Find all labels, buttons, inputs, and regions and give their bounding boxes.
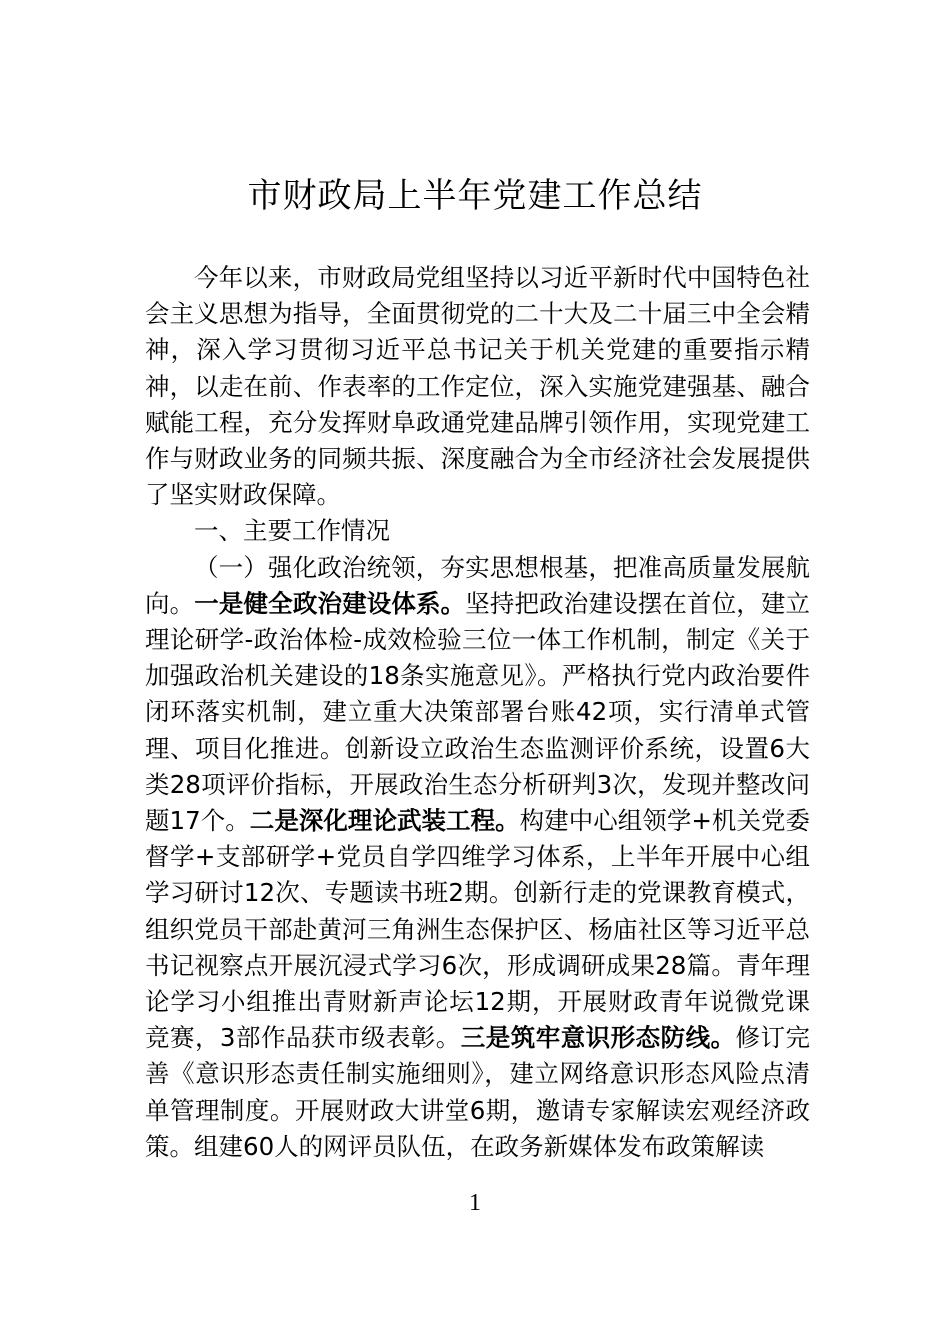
point-1-text: 坚持把政治建设摆在首位，建立理论研学-政治体检-成效检验三位一体工作机制，制定《关于加强政治机关建设的18条实施意见》。严格执行党内政治要件闭环落实机制，建立重大决策部署台账42项，实行清单式管理、项目化推进。创新设立政治生态监测评价系统，设置6大类28项评价指标，开展政治生态分析研判3次，发现并整改问题17个。 bbox=[145, 588, 811, 836]
subsection-heading: （一）强化政治统领，夯实思想根基，把准高质量发展航向。 bbox=[145, 552, 810, 618]
point-2-title: 二是深化理论武装工程。 bbox=[249, 806, 520, 836]
document-title: 市财政局上半年党建工作总结 bbox=[247, 176, 703, 216]
page-number: 1 bbox=[469, 1190, 481, 1216]
subsection-paragraph bbox=[145, 550, 810, 1165]
section-heading: 一、主要工作情况 bbox=[194, 516, 390, 546]
document-body bbox=[145, 260, 810, 1165]
point-3-text: 修订完善《意识形态责任制实施细则》，建立网络意识形态风险点清单管理制度。开展财政大讲堂6期，邀请专家解读宏观经济政策。组建60人的网评员队伍，在政务新媒体发布政策解读 bbox=[145, 1023, 811, 1161]
point-3-title: 三是筑牢意识形态防线。 bbox=[460, 1023, 736, 1053]
point-2-text: 构建中心组领学+机关党委督学+支部研学+党员自学四维学习体系，上半年开展中心组学习研讨12次、专题读书班2期。创新行走的党课教育模式，组织党员干部赴黄河三角洲生态保护区、杨庙社区等习近平总书记视察点开展沉浸式学习6次，形成调研成果28篇。青年理论学习小组推出青财新声论坛12期，开展财政青年说微党课竞赛，3部作品获市级表彰。 bbox=[145, 806, 810, 1053]
intro-paragraph: 今年以来，市财政局党组坚持以习近平新时代中国特色社会主义思想为指导，全面贯彻党的二十大及二十届三中全会精神，深入学习贯彻习近平总书记关于机关党建的重要指示精神，以走在前、作表率的工作定位，深入实施党建强基、融合赋能工程，充分发挥财阜政通党建品牌引领作用，实现党建工作与财政业务的同频共振、深度融合为全市经济社会发展提供了坚实财政保障。 bbox=[145, 263, 810, 510]
point-1-title: 一是健全政治建设体系。 bbox=[194, 588, 466, 618]
